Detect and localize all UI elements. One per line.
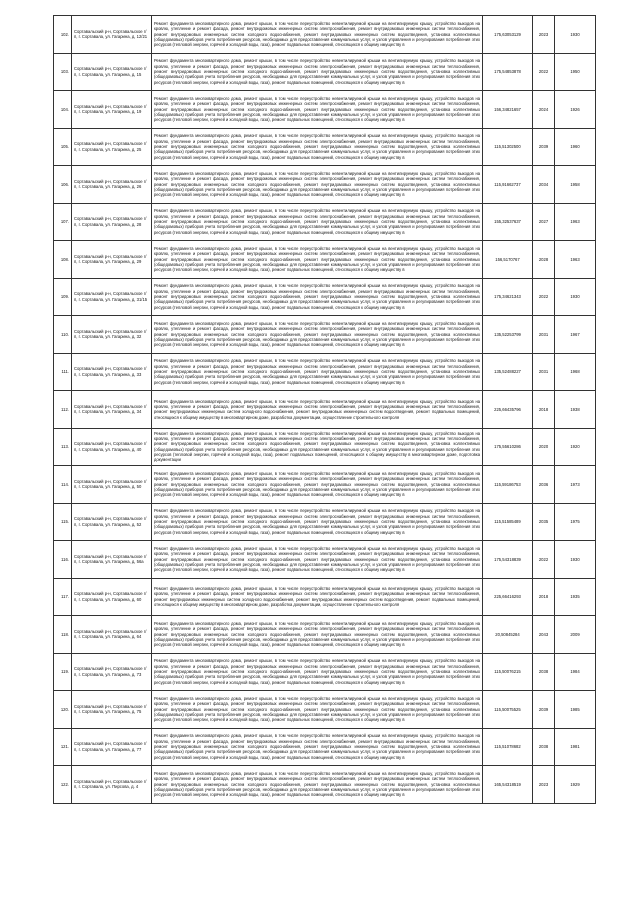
cost-cell: 115,59186753 xyxy=(483,466,533,504)
works-description-cell: Ремонт фундамента многоквартирного дома, ремонт крыши, в том числе переустройство невентилируемой крыши на вентилируемую крышу, устройство выходов на кровлю, утепление и ремонт фасада, ремонт внутридомовых инженерных систем электроснабжения, ремонт внутридомовых инженерных систем теплоснабжения, ремонт внутридомовых инженерных систем холодного водоснабжения, ремонт внутридомовых инженерных систем водоотведения, установка коллективных (общедомовых) приборов учета потребления ресурсов, необходимых для предоставления коммунальных услуг, и узлов управления и регулирования потребления этих ресурсов (тепловой энергии, горячей и холодной воды, газа), ремонт подвальных помещений, относящихся к общему имуществу в xyxy=(152,241,483,279)
planned-year-cell: 2018 xyxy=(533,391,555,429)
row-number-cell: 120. xyxy=(54,691,72,729)
planned-year-cell: 2028 xyxy=(533,241,555,279)
address-cell: Сортавальский р-н, Сортавальское г/п, г. Сортавала, ул. Гагарина, д. 40 xyxy=(72,428,152,466)
table-row xyxy=(54,91,596,129)
cost-cell: 225,66416293 xyxy=(483,578,533,616)
row-number-cell: 108. xyxy=(54,241,72,279)
row-number-cell: 103. xyxy=(54,53,72,91)
address-cell: Сортавальский р-н, Сортавальское г/п, г. Сортавала, ул. Гагарина, д. 28 xyxy=(72,203,152,241)
row-number-cell: 109. xyxy=(54,278,72,316)
planned-year-cell: 2022 xyxy=(533,278,555,316)
built-year-cell: 1929 xyxy=(555,766,596,804)
built-year-cell: 1963 xyxy=(555,241,596,279)
cost-cell: 175,34621343 xyxy=(483,278,533,316)
cost-cell: 175,63053129 xyxy=(483,16,533,54)
address-cell: Сортавальский р-н, Сортавальское г/п, г. Сортавала, ул. Гагарина, д. 50 xyxy=(72,466,152,504)
table-row xyxy=(54,766,596,804)
table-row xyxy=(54,353,596,391)
planned-year-cell: 2035 xyxy=(533,503,555,541)
works-description-cell: Ремонт фундамента многоквартирного дома, ремонт крыши, в том числе переустройство невентилируемой крыши на вентилируемую крышу, устройство выходов на кровлю, утепление и ремонт фасада, ремонт внутридомовых инженерных систем электроснабжения, ремонт внутридомовых инженерных систем теплоснабжения, ремонт внутридомовых инженерных систем холодного водоснабжения, ремонт внутридомовых инженерных систем водоотведения, установка коллективных (общедомовых) приборов учета потребления ресурсов, необходимых для предоставления коммунальных услуг, и узлов управления и регулирования потребления этих ресурсов (тепловой энергии, горячей и холодной воды, газа), ремонт подвальных помещений, относящихся к общему имуществу в xyxy=(152,766,483,804)
row-number-cell: 104. xyxy=(54,91,72,129)
planned-year-cell: 2027 xyxy=(533,203,555,241)
table-row xyxy=(54,691,596,729)
table-row xyxy=(54,503,596,541)
cost-cell: 225,66435796 xyxy=(483,391,533,429)
planned-year-cell: 2023 xyxy=(533,16,555,54)
row-number-cell: 107. xyxy=(54,203,72,241)
row-number-cell: 122. xyxy=(54,766,72,804)
address-cell: Сортавальский р-н, Сортавальское г/п, г. Сортавала, ул. Гагарина, д. 60 xyxy=(72,578,152,616)
cost-cell: 135,52253799 xyxy=(483,316,533,354)
row-number-cell: 102. xyxy=(54,16,72,54)
planned-year-cell: 2039 xyxy=(533,691,555,729)
built-year-cell: 1985 xyxy=(555,691,596,729)
row-number-cell: 105. xyxy=(54,128,72,166)
built-year-cell: 1950 xyxy=(555,53,596,91)
planned-year-cell: 2018 xyxy=(533,578,555,616)
built-year-cell: 1963 xyxy=(555,203,596,241)
cost-cell: 155,32537637 xyxy=(483,203,533,241)
built-year-cell: 1920 xyxy=(555,428,596,466)
table-row xyxy=(54,316,596,354)
table-row xyxy=(54,241,596,279)
row-number-cell: 118. xyxy=(54,616,72,654)
works-description-cell: Ремонт фундамента многоквартирного дома, ремонт крыши, в том числе переустройство невентилируемой крыши на вентилируемую крышу, устройство выходов на кровлю, утепление и ремонт фасада, ремонт внутридомовых инженерных систем электроснабжения, ремонт внутридомовых инженерных систем теплоснабжения, ремонт внутридомовых инженерных систем холодного водоснабжения, ремонт внутридомовых инженерных систем водоотведения, установка коллективных (общедомовых) приборов учета потребления ресурсов, необходимых для предоставления коммунальных услуг, и узлов управления и регулирования потребления этих ресурсов (тепловой энергии, горячей и холодной воды, газа), ремонт подвальных помещений, относящихся к общему имуществу в xyxy=(152,353,483,391)
table-row xyxy=(54,428,596,466)
table-row xyxy=(54,653,596,691)
table-row xyxy=(54,278,596,316)
works-description-cell: Ремонт фундамента многоквартирного дома, ремонт крыши, в том числе переустройство невентилируемой крыши на вентилируемую крышу, устройство выходов на кровлю, утепление и ремонт фасада, ремонт внутридомовых инженерных систем электроснабжения, ремонт внутридомовых инженерных систем теплоснабжения, ремонт внутридомовых инженерных систем холодного водоснабжения, ремонт внутридомовых инженерных систем водоотведения, установка коллективных (общедомовых) приборов учета потребления ресурсов, необходимых для предоставления коммунальных услуг, и узлов управления и регулирования потребления этих ресурсов (тепловой энергии, горячей и холодной воды, газа), ремонт подвальных помещений, относящихся к общему имуществу в многоквартирном доме, подготовка документации xyxy=(152,428,483,466)
capital-repair-table xyxy=(53,15,596,804)
works-description-cell: Ремонт фундамента многоквартирного дома, ремонт крыши, в том числе переустройство невентилируемой крыши на вентилируемую крышу, устройство выходов на кровлю, утепление и ремонт фасада, ремонт внутридомовых инженерных систем электроснабжения, ремонт внутридомовых инженерных систем теплоснабжения, ремонт внутридомовых инженерных систем холодного водоснабжения, ремонт внутридомовых инженерных систем водоотведения, установка коллективных (общедомовых) приборов учета потребления ресурсов, необходимых для предоставления коммунальных услуг, и узлов управления и регулирования потребления этих ресурсов (тепловой энергии, горячей и холодной воды, газа), ремонт подвальных помещений, относящихся к общему имуществу в xyxy=(152,691,483,729)
planned-year-cell: 2043 xyxy=(533,616,555,654)
table-row xyxy=(54,53,596,91)
address-cell: Сортавальский р-н, Сортавальское г/п, г. Сортавала, ул. Гагарина, д. 33 xyxy=(72,353,152,391)
built-year-cell: 1930 xyxy=(555,278,596,316)
address-cell: Сортавальский р-н, Сортавальское г/п, г. Сортавала, ул. Гагарина, д. 56а xyxy=(72,541,152,579)
document-page xyxy=(53,15,595,804)
works-description-cell: Ремонт фундамента многоквартирного дома, ремонт крыши, в том числе переустройство невентилируемой крыши на вентилируемую крышу, устройство выходов на кровлю, утепление и ремонт фасада, ремонт внутридомовых инженерных систем электроснабжения, ремонт внутридомовых инженерных систем теплоснабжения, ремонт внутридомовых инженерных систем холодного водоснабжения, ремонт внутридомовых инженерных систем водоотведения, установка коллективных (общедомовых) приборов учета потребления ресурсов, необходимых для предоставления коммунальных услуг, и узлов управления и регулирования потребления этих ресурсов (тепловой энергии, горячей и холодной воды, газа), ремонт подвальных помещений, относящихся к общему имуществу в xyxy=(152,503,483,541)
address-cell: Сортавальский р-н, Сортавальское г/п, г. Сортавала, ул. Гагарина, д. 15 xyxy=(72,53,152,91)
cost-cell: 175,55610286 xyxy=(483,428,533,466)
cost-cell: 115,91662737 xyxy=(483,166,533,204)
planned-year-cell: 2031 xyxy=(533,353,555,391)
table-row xyxy=(54,616,596,654)
works-description-cell: Ремонт фундамента многоквартирного дома, ремонт крыши, в том числе переустройство невентилируемой крыши на вентилируемую крышу, устройство выходов на кровлю, утепление и ремонт фасада, ремонт внутридомовых инженерных систем электроснабжения, ремонт внутридомовых инженерных систем теплоснабжения, ремонт внутридомовых инженерных систем холодного водоснабжения, ремонт внутридомовых инженерных систем водоотведения, установка коллективных (общедомовых) приборов учета потребления ресурсов, необходимых для предоставления коммунальных услуг, и узлов управления и регулирования потребления этих ресурсов (тепловой энергии, горячей и холодной воды, газа), ремонт подвальных помещений, относящихся к общему имуществу в xyxy=(152,128,483,166)
cost-cell: 156,34821657 xyxy=(483,91,533,129)
row-number-cell: 112. xyxy=(54,391,72,429)
table-row xyxy=(54,541,596,579)
address-cell: Сортавальский р-н, Сортавальское г/п, г. Сортавала, ул. Гагарина, д. 75 xyxy=(72,691,152,729)
works-description-cell: Ремонт фундамента многоквартирного дома, ремонт крыши, в том числе переустройство невентилируемой крыши на вентилируемую крышу, устройство выходов на кровлю, утепление и ремонт фасада, ремонт внутридомовых инженерных систем электроснабжения, ремонт внутридомовых инженерных систем теплоснабжения, ремонт внутридомовых инженерных систем холодного водоснабжения, ремонт внутридомовых инженерных систем водоотведения, установка коллективных (общедомовых) приборов учета потребления ресурсов, необходимых для предоставления коммунальных услуг, и узлов управления и регулирования потребления этих ресурсов (тепловой энергии, горячей и холодной воды, газа), ремонт подвальных помещений, относящихся к общему имуществу в xyxy=(152,466,483,504)
planned-year-cell: 2020 xyxy=(533,428,555,466)
built-year-cell: 1938 xyxy=(555,391,596,429)
built-year-cell: 2009 xyxy=(555,616,596,654)
cost-cell: 156,5170767 xyxy=(483,241,533,279)
cost-cell: 135,52488227 xyxy=(483,353,533,391)
planned-year-cell: 2024 xyxy=(533,91,555,129)
address-cell: Сортавальский р-н, Сортавальское г/п, г. Сортавала, ул. Гагарина, д. 12/21 xyxy=(72,16,152,54)
works-description-cell: Ремонт фундамента многоквартирного дома, ремонт крыши, в том числе переустройство невентилируемой крыши на вентилируемую крышу, устройство выходов на кровлю, утепление и ремонт фасада, ремонт внутридомовых инженерных систем электроснабжения, ремонт внутридомовых инженерных систем теплоснабжения, ремонт внутридомовых инженерных систем холодного водоснабжения, ремонт внутридомовых инженерных систем водоотведения, установка коллективных (общедомовых) приборов учета потребления ресурсов, необходимых для предоставления коммунальных услуг, и узлов управления и регулирования потребления этих ресурсов (тепловой энергии, горячей и холодной воды, газа), ремонт подвальных помещений, относящихся к общему имуществу в xyxy=(152,616,483,654)
built-year-cell: 1968 xyxy=(555,353,596,391)
cost-cell: 20,50845284 xyxy=(483,616,533,654)
cost-cell: 165,54318519 xyxy=(483,766,533,804)
table-row xyxy=(54,578,596,616)
works-description-cell: Ремонт фундамента многоквартирного дома, ремонт крыши, в том числе переустройство невентилируемой крыши на вентилируемую крышу, устройство выходов на кровлю, утепление и ремонт фасада, ремонт внутридомовых инженерных систем электроснабжения, ремонт внутридомовых инженерных систем теплоснабжения, ремонт внутридомовых инженерных систем холодного водоснабжения, ремонт внутридомовых инженерных систем водоотведения, установка коллективных (общедомовых) приборов учета потребления ресурсов, необходимых для предоставления коммунальных услуг, и узлов управления и регулирования потребления этих ресурсов (тепловой энергии, горячей и холодной воды, газа), ремонт подвальных помещений, относящихся к общему имуществу в xyxy=(152,16,483,54)
works-description-cell: Ремонт фундамента многоквартирного дома, ремонт крыши, в том числе переустройство невентилируемой крыши на вентилируемую крышу, устройство выходов на кровлю, утепление и ремонт фасада, ремонт внутридомовых инженерных систем электроснабжения, ремонт внутридомовых инженерных систем теплоснабжения, ремонт внутридомовых инженерных систем холодного водоснабжения, ремонт внутридомовых инженерных систем водоотведения, установка коллективных (общедомовых) приборов учета потребления ресурсов, необходимых для предоставления коммунальных услуг, и узлов управления и регулирования потребления этих ресурсов (тепловой энергии, горячей и холодной воды, газа), ремонт подвальных помещений, относящихся к общему имуществу в xyxy=(152,166,483,204)
address-cell: Сортавальский р-н, Сортавальское г/п, г. Сортавала, ул. Гагарина, д. 77 xyxy=(72,728,152,766)
row-number-cell: 106. xyxy=(54,166,72,204)
row-number-cell: 110. xyxy=(54,316,72,354)
row-number-cell: 117. xyxy=(54,578,72,616)
address-cell: Сортавальский р-н, Сортавальское г/п, г. Сортавала, ул. Гагарина, д. 26 xyxy=(72,166,152,204)
row-number-cell: 121. xyxy=(54,728,72,766)
row-number-cell: 115. xyxy=(54,503,72,541)
built-year-cell: 1981 xyxy=(555,728,596,766)
address-cell: Сортавальский р-н, Сортавальское г/п, г. Сортавала, ул. Гагарина, д. 64 xyxy=(72,616,152,654)
row-number-cell: 116. xyxy=(54,541,72,579)
row-number-cell: 119. xyxy=(54,653,72,691)
built-year-cell: 1958 xyxy=(555,166,596,204)
built-year-cell: 1930 xyxy=(555,541,596,579)
table-row xyxy=(54,466,596,504)
cost-cell: 115,50076215 xyxy=(483,653,533,691)
planned-year-cell: 2023 xyxy=(533,766,555,804)
built-year-cell: 1973 xyxy=(555,466,596,504)
works-description-cell: Ремонт фундамента многоквартирного дома, ремонт крыши, в том числе переустройство невентилируемой крыши на вентилируемую крышу, устройство выходов на кровлю, утепление и ремонт фасада, ремонт внутридомовых инженерных систем электроснабжения, ремонт внутридомовых инженерных систем теплоснабжения, ремонт внутридомовых инженерных систем холодного водоснабжения, ремонт внутридомовых инженерных систем водоотведения, установка коллективных (общедомовых) приборов учета потребления ресурсов, необходимых для предоставления коммунальных услуг, и узлов управления и регулирования потребления этих ресурсов (тепловой энергии, горячей и холодной воды, газа), ремонт подвальных помещений, относящихся к общему имуществу в xyxy=(152,53,483,91)
row-number-cell: 111. xyxy=(54,353,72,391)
built-year-cell: 1984 xyxy=(555,653,596,691)
address-cell: Сортавальский р-н, Сортавальское г/п, г. Сортавала, ул. Гагарина, д. 29 xyxy=(72,241,152,279)
built-year-cell: 1967 xyxy=(555,316,596,354)
address-cell: Сортавальский р-н, Сортавальское г/п, г. Сортавала, ул. Гагарина, д. 25 xyxy=(72,128,152,166)
table-row xyxy=(54,203,596,241)
works-description-cell: Ремонт фундамента многоквартирного дома, ремонт крыши, в том числе переустройство невентилируемой крыши на вентилируемую крышу, устройство выходов на кровлю, утепление и ремонт фасада, ремонт внутридомовых инженерных систем электроснабжения, ремонт внутридомовых инженерных систем теплоснабжения, ремонт внутридомовых инженерных систем холодного водоснабжения, ремонт внутридомовых инженерных систем водоотведения, установка коллективных (общедомовых) приборов учета потребления ресурсов, необходимых для предоставления коммунальных услуг, и узлов управления и регулирования потребления этих ресурсов (тепловой энергии, горячей и холодной воды, газа), ремонт подвальных помещений, относящихся к общему имуществу в xyxy=(152,541,483,579)
works-description-cell: Ремонт фундамента многоквартирного дома, ремонт крыши, в том числе переустройство невентилируемой крыши на вентилируемую крышу, устройство выходов на кровлю, утепление и ремонт фасада, ремонт внутридомовых инженерных систем электроснабжения, ремонт внутридомовых инженерных систем теплоснабжения, ремонт внутридомовых инженерных систем холодного водоснабжения, ремонт внутридомовых инженерных систем водоотведения, ремонт подвальных помещений, относящихся к общему имуществу в многоквартирном доме, разработка документации, осуществление строительного контроля xyxy=(152,578,483,616)
works-description-cell: Ремонт фундамента многоквартирного дома, ремонт крыши, в том числе переустройство невентилируемой крыши на вентилируемую крышу, устройство выходов на кровлю, утепление и ремонт фасада, ремонт внутридомовых инженерных систем электроснабжения, ремонт внутридомовых инженерных систем теплоснабжения, ремонт внутридомовых инженерных систем холодного водоснабжения, ремонт внутридомовых инженерных систем водоотведения, ремонт подвальных помещений, относящихся к общему имуществу в многоквартирном доме, разработка документации, осуществление строительного контроля xyxy=(152,391,483,429)
built-year-cell: 1930 xyxy=(555,16,596,54)
works-description-cell: Ремонт фундамента многоквартирного дома, ремонт крыши, в том числе переустройство невентилируемой крыши на вентилируемую крышу, устройство выходов на кровлю, утепление и ремонт фасада, ремонт внутридомовых инженерных систем электроснабжения, ремонт внутридомовых инженерных систем теплоснабжения, ремонт внутридомовых инженерных систем холодного водоснабжения, ремонт внутридомовых инженерных систем водоотведения, установка коллективных (общедомовых) приборов учета потребления ресурсов, необходимых для предоставления коммунальных услуг, и узлов управления и регулирования потребления этих ресурсов (тепловой энергии, горячей и холодной воды, газа), ремонт подвальных помещений, относящихся к общему имуществу в xyxy=(152,728,483,766)
planned-year-cell: 2022 xyxy=(533,53,555,91)
built-year-cell: 1926 xyxy=(555,91,596,129)
planned-year-cell: 2039 xyxy=(533,128,555,166)
table-row xyxy=(54,166,596,204)
works-description-cell: Ремонт фундамента многоквартирного дома, ремонт крыши, в том числе переустройство невентилируемой крыши на вентилируемую крышу, устройство выходов на кровлю, утепление и ремонт фасада, ремонт внутридомовых инженерных систем электроснабжения, ремонт внутридомовых инженерных систем теплоснабжения, ремонт внутридомовых инженерных систем холодного водоснабжения, ремонт внутридомовых инженерных систем водоотведения, установка коллективных (общедомовых) приборов учета потребления ресурсов, необходимых для предоставления коммунальных услуг, и узлов управления и регулирования потребления этих ресурсов (тепловой энергии, горячей и холодной воды, газа), ремонт подвальных помещений, относящихся к общему имуществу в xyxy=(152,653,483,691)
planned-year-cell: 2022 xyxy=(533,541,555,579)
planned-year-cell: 2031 xyxy=(533,316,555,354)
works-description-cell: Ремонт фундамента многоквартирного дома, ремонт крыши, в том числе переустройство невентилируемой крыши на вентилируемую крышу, устройство выходов на кровлю, утепление и ремонт фасада, ремонт внутридомовых инженерных систем электроснабжения, ремонт внутридомовых инженерных систем теплоснабжения, ремонт внутридомовых инженерных систем холодного водоснабжения, ремонт внутридомовых инженерных систем водоотведения, установка коллективных (общедомовых) приборов учета потребления ресурсов, необходимых для предоставления коммунальных услуг, и узлов управления и регулирования потребления этих ресурсов (тепловой энергии, горячей и холодной воды, газа), ремонт подвальных помещений, относящихся к общему имуществу в xyxy=(152,91,483,129)
cost-cell: 115,51302500 xyxy=(483,128,533,166)
address-cell: Сортавальский р-н, Сортавальское г/п, г. Сортавала, ул. Гагарина, д. 32 xyxy=(72,316,152,354)
cost-cell: 115,51078682 xyxy=(483,728,533,766)
table-row xyxy=(54,728,596,766)
address-cell: Сортавальский р-н, Сортавальское г/п, г. Сортавала, ул. Гагарина, д. 19 xyxy=(72,91,152,129)
works-description-cell: Ремонт фундамента многоквартирного дома, ремонт крыши, в том числе переустройство невентилируемой крыши на вентилируемую крышу, устройство выходов на кровлю, утепление и ремонт фасада, ремонт внутридомовых инженерных систем электроснабжения, ремонт внутридомовых инженерных систем теплоснабжения, ремонт внутридомовых инженерных систем холодного водоснабжения, ремонт внутридомовых инженерных систем водоотведения, установка коллективных (общедомовых) приборов учета потребления ресурсов, необходимых для предоставления коммунальных услуг, и узлов управления и регулирования потребления этих ресурсов (тепловой энергии, горячей и холодной воды, газа), ремонт подвальных помещений, относящихся к общему имуществу в xyxy=(152,278,483,316)
planned-year-cell: 2036 xyxy=(533,466,555,504)
table-row xyxy=(54,391,596,429)
built-year-cell: 1975 xyxy=(555,503,596,541)
works-description-cell: Ремонт фундамента многоквартирного дома, ремонт крыши, в том числе переустройство невентилируемой крыши на вентилируемую крышу, устройство выходов на кровлю, утепление и ремонт фасада, ремонт внутридомовых инженерных систем электроснабжения, ремонт внутридомовых инженерных систем теплоснабжения, ремонт внутридомовых инженерных систем холодного водоснабжения, ремонт внутридомовых инженерных систем водоотведения, установка коллективных (общедомовых) приборов учета потребления ресурсов, необходимых для предоставления коммунальных услуг, и узлов управления и регулирования потребления этих ресурсов (тепловой энергии, горячей и холодной воды, газа), ремонт подвальных помещений, относящихся к общему имуществу в xyxy=(152,203,483,241)
table-row xyxy=(54,128,596,166)
row-number-cell: 113. xyxy=(54,428,72,466)
address-cell: Сортавальский р-н, Сортавальское г/п, г. Сортавала, ул. Гагарина, д. 31/15 xyxy=(72,278,152,316)
address-cell: Сортавальский р-н, Сортавальское г/п, г. Сортавала, ул. Гагарина, д. 73 xyxy=(72,653,152,691)
cost-cell: 175,54318839 xyxy=(483,541,533,579)
address-cell: Сортавальский р-н, Сортавальское г/п, г. Сортавала, ул. Гагарина, д. 34 xyxy=(72,391,152,429)
table-body xyxy=(54,16,596,804)
table-row xyxy=(54,16,596,54)
planned-year-cell: 2038 xyxy=(533,728,555,766)
address-cell: Сортавальский р-н, Сортавальское г/п, г. Сортавала, ул. Гагарина, д. 52 xyxy=(72,503,152,541)
built-year-cell: 1960 xyxy=(555,128,596,166)
cost-cell: 115,51585489 xyxy=(483,503,533,541)
row-number-cell: 114. xyxy=(54,466,72,504)
planned-year-cell: 2038 xyxy=(533,653,555,691)
planned-year-cell: 2034 xyxy=(533,166,555,204)
address-cell: Сортавальский р-н, Сортавальское г/п, г. Сортавала, ул. Пирсова, д. 4 xyxy=(72,766,152,804)
cost-cell: 115,50075525 xyxy=(483,691,533,729)
cost-cell: 175,54853878 xyxy=(483,53,533,91)
built-year-cell: 1935 xyxy=(555,578,596,616)
works-description-cell: Ремонт фундамента многоквартирного дома, ремонт крыши, в том числе переустройство невентилируемой крыши на вентилируемую крышу, устройство выходов на кровлю, утепление и ремонт фасада, ремонт внутридомовых инженерных систем электроснабжения, ремонт внутридомовых инженерных систем теплоснабжения, ремонт внутридомовых инженерных систем холодного водоснабжения, ремонт внутридомовых инженерных систем водоотведения, установка коллективных (общедомовых) приборов учета потребления ресурсов, необходимых для предоставления коммунальных услуг, и узлов управления и регулирования потребления этих ресурсов (тепловой энергии, горячей и холодной воды, газа), ремонт подвальных помещений, относящихся к общему имуществу в xyxy=(152,316,483,354)
